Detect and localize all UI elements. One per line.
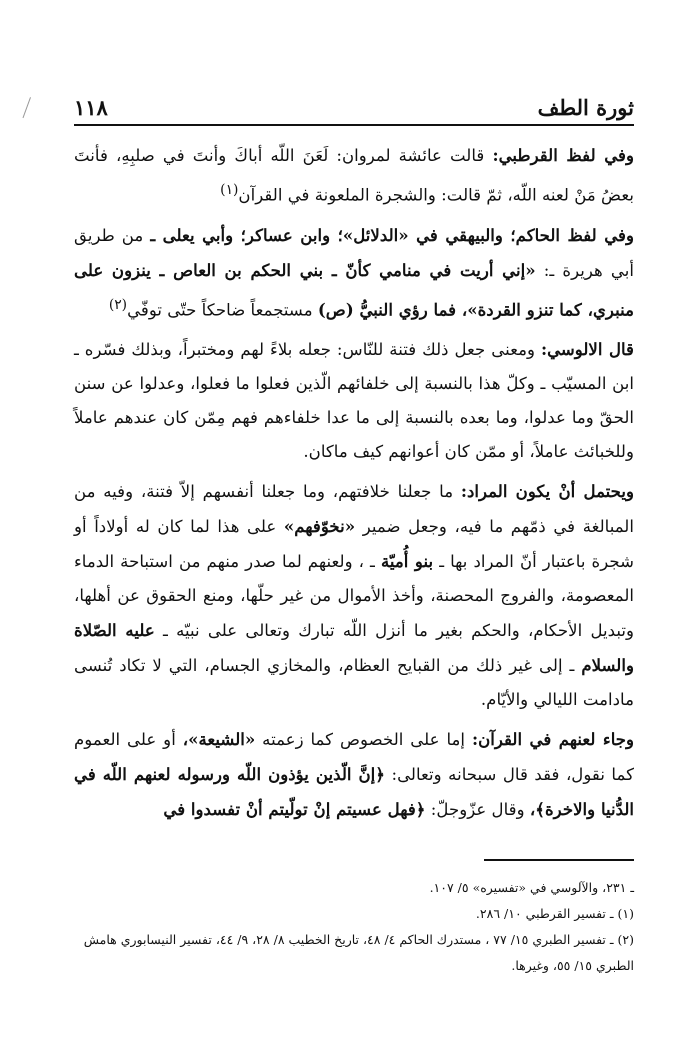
- alusi-text: ومعنى جعل ذلك فتنة للنّاس: جعله بلاءً لهم ومختبراً، وبذلك فسّره ـ ابن المسيّب ـ وكلّ هذا بالنسبة إلى خلفائهم الّذين فعلوا ما فعلوا، وعدلوا عن سنن الحقّ وما عدلوا، وما بعده بالنسبة إلى ما عدا خلفاءهم فهم مِمّن كان عندهم عاملاً وللخبائث عاملاً، أو ممّن كان أعوانهم كيف ماكان.: [74, 340, 634, 462]
- interpretation-term: «نخوّفهم»: [283, 516, 356, 537]
- quran-text-a: إما على الخصوص كما زعمته: [262, 730, 466, 750]
- footnote-2: (٢) ـ تفسير الطبري ١٥/ ٧٧ ، مستدرك الحاكم ٤/ ٤٨، تاريخ الخطيب ٨/ ٢٨، ٩/ ٤٤، تفسير النيسابوري هامش الطبري ١٥/ ٥٥، وغيرها.: [83, 932, 634, 974]
- paragraph-hakim: [74, 218, 634, 328]
- footnote-1: (١) ـ تفسير القرطبي ١٠/ ٢٨٦.: [475, 906, 634, 922]
- interpretation-text-a: ما جعلنا خلافتهم، وما جعلنا أنفسهم إلاّ فتنة، وفيه من المبالغة في ذمّهم ما فيه، وجعل ضمير: [74, 482, 634, 537]
- paragraph-alusi: [74, 332, 634, 469]
- footnote-separator: [484, 859, 634, 861]
- margin-mark: [23, 97, 39, 121]
- interpretation-name: بنو أُميّة: [380, 551, 434, 572]
- quran-text-c: أو على العموم كما نقول، فقد قال سبحانه وتعالى:: [74, 730, 634, 785]
- quran-verse-1: ﴿إنَّ الّذين يؤذون اللّه ورسوله لعنهم اللّه في الدُّنيا والاخرة﴾،: [74, 764, 634, 820]
- chapter-title: ثورة الطف: [537, 95, 634, 120]
- alusi-lead: قال الالوسي:: [540, 339, 634, 360]
- qurtubi-lead: وفي لفظ القرطبي:: [492, 145, 634, 165]
- interpretation-text-e: ـ ، ولعنهم لما صدر منهم من استباحة الدماء المعصومة، والفروج المحصنة، وأخذ الأموال من غير حلّها، ومنع الحقوق عن أهلها، وتبديل الأحكام، والحكم بغير ما أنزل اللّه تبارك وتعالى على نبيّه ـ: [74, 552, 634, 641]
- hakim-lead: وفي لفظ الحاكم؛ والبيهقي في «الدلائل»؛ وابن عساكر؛ وأبي يعلى ـ: [150, 224, 634, 245]
- footnotes: [74, 875, 634, 979]
- footnote-ref-2: (٢): [108, 296, 128, 313]
- footnote-ref-1: (١): [220, 182, 239, 198]
- quran-verse-2: ﴿فهل عسيتم إنْ تولّيتم أنْ تفسدوا في: [163, 799, 426, 820]
- qurtubi-text: قالت عائشة لمروان: لَعَنَ اللّه أباكَ وأنتَ في صلبِهِ، فأنتَ بعضُ مَنْ لعنه اللّه، ثمّ قالت: والشجرة الملعونة في القرآن: [74, 146, 634, 205]
- interpretation-salutation: عليه الصّلاة والسلام: [74, 620, 634, 676]
- page-body: [74, 138, 634, 827]
- page-number: ١١٨: [74, 95, 108, 120]
- quran-lead: وجاء لعنهم في القرآن:: [471, 729, 635, 750]
- paragraph-quran: [74, 722, 634, 827]
- footnote-continued: ـ ٢٣١، والآلوسي في «تفسيره» ٥/ ١٠٧.: [429, 880, 634, 896]
- paragraph-qurtubi: [74, 138, 634, 213]
- interpretation-text-g: ـ إلى غير ذلك من القبايح العظام، والمخازي الجسام، التي لا تكاد تُنسى مادامت الليالي والأيّام.: [74, 656, 634, 710]
- book-page: [74, 86, 634, 1006]
- page-header: [74, 86, 634, 126]
- hakim-hadith: «إني أريت في منامي كأنّ ـ بني الحكم بن العاص ـ ينزون على منبري، كما تنزو القردة»، فما رؤي النبيُّ (ص): [74, 259, 634, 320]
- quran-text-e: وقال عزّوجلّ:: [430, 800, 525, 820]
- hakim-chain: من طريق أبي هريرة ـ:: [74, 225, 634, 280]
- quran-term: «الشيعة»،: [182, 729, 256, 750]
- paragraph-interpretation: [74, 474, 634, 717]
- interpretation-text-c: على هذا لما كان له أولاداً أو شجرة باعتبار أنّ المراد بها ـ: [74, 517, 634, 572]
- hakim-text: مستجمعاً ضاحكاً حتّى توفّي: [127, 300, 313, 320]
- interpretation-lead: ويحتمل أنْ يكون المراد:: [460, 481, 635, 502]
